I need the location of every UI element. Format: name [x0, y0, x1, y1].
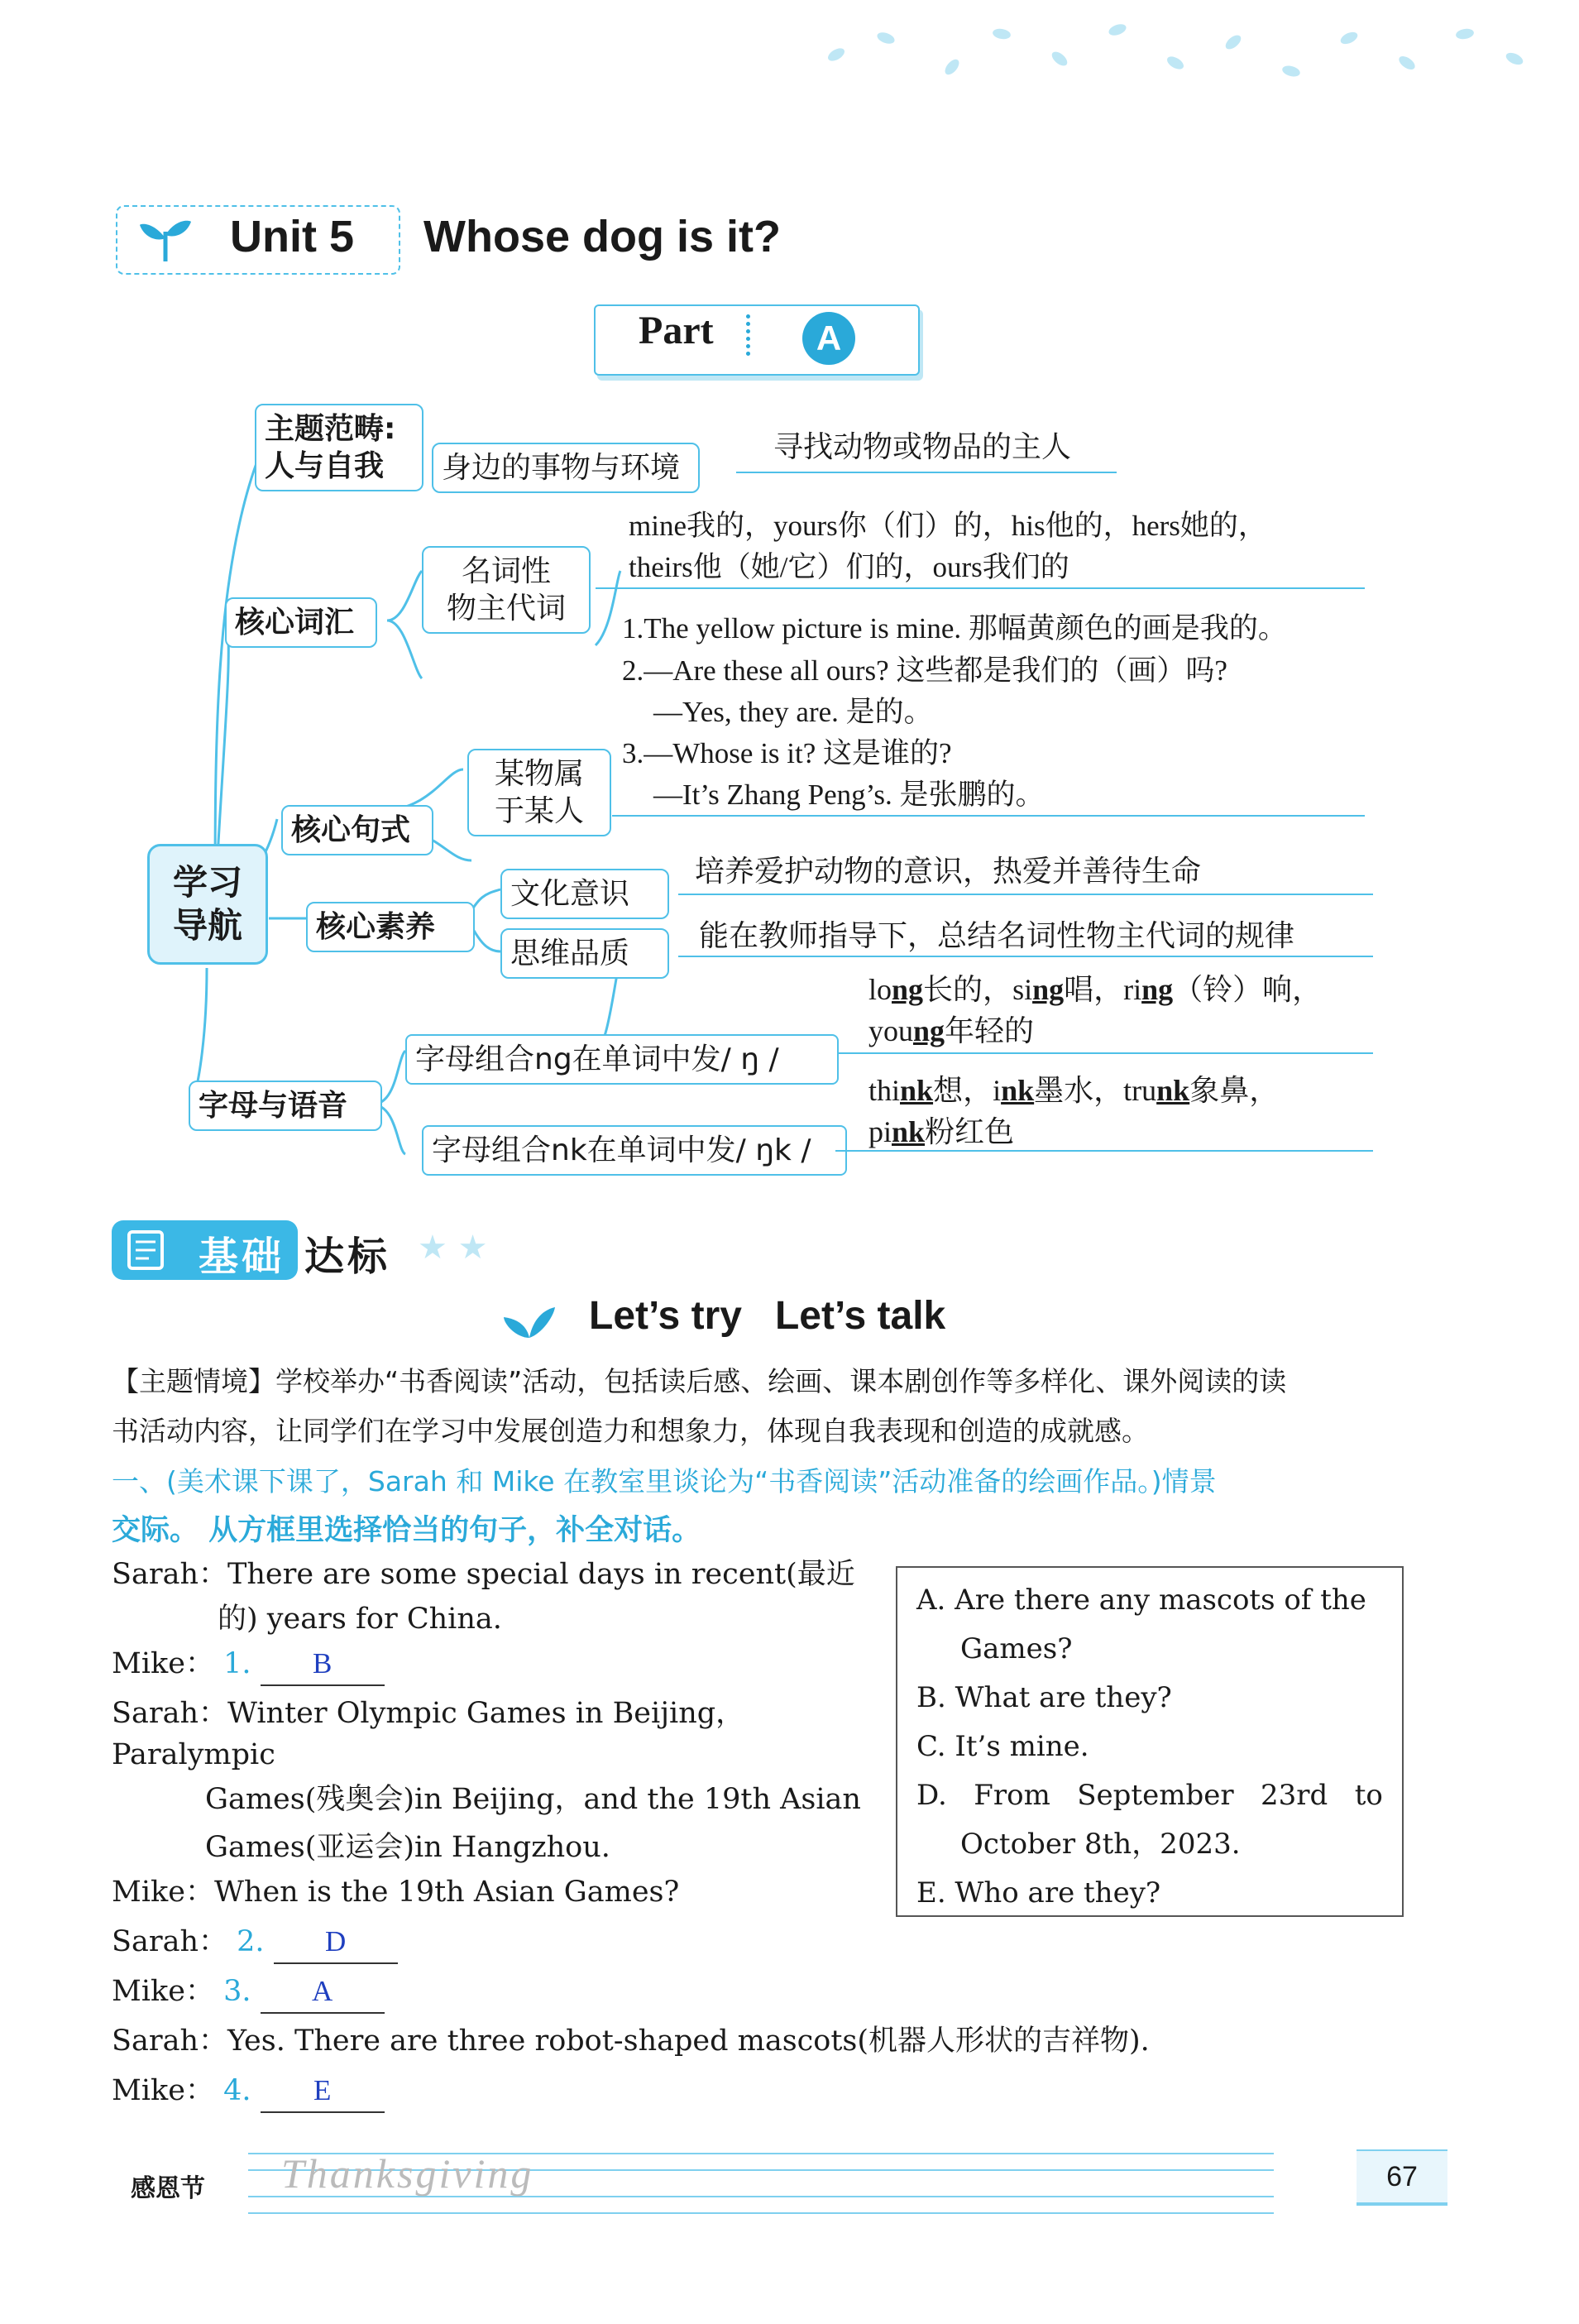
answer-blank-4[interactable]: E	[261, 2070, 385, 2113]
option-c: C. It’s mine.	[916, 1730, 1089, 1763]
literacy-leaf2: 能在教师指导下，总结名词性物主代词的规律	[699, 919, 1295, 953]
vocab-sub-node: 名词性 物主代词	[422, 546, 591, 634]
phonics-sub1-node: 字母组合ng在单词中发/ ŋ /	[405, 1034, 839, 1085]
dialogue-line-8: Mike： 4. E	[112, 2070, 873, 2120]
vocab-leaf-line2: theirs他（她/它）们的，ours我们的	[629, 551, 1069, 583]
theme-node: 主题范畴: 人与自我	[255, 404, 423, 491]
answer-blank-3[interactable]: A	[261, 1971, 385, 2014]
nk-words-underline	[835, 1150, 1373, 1152]
section-banner-title-part1: 基础	[199, 1234, 285, 1280]
literacy-leaf1-underline	[678, 894, 1373, 895]
sentence-node: 核心句式	[281, 805, 433, 855]
dialogue-line-6: Mike： 3. A	[112, 1971, 873, 2020]
sentence-line-1: 1.The yellow picture is mine. 那幅黄颜色的画是我的。	[622, 612, 1287, 644]
phonics-node: 字母与语音	[189, 1081, 382, 1131]
page-number: 67	[1357, 2149, 1447, 2206]
literacy-sub2-node: 思维品质	[500, 928, 669, 979]
sentence-line-5: —It’s Zhang Peng’s. 是张鹏的。	[653, 779, 1045, 811]
unit-title: Whose dog is it?	[423, 212, 781, 261]
theme-sub-node: 身边的事物与环境	[432, 443, 700, 493]
mindmap-root: 学习 导航	[147, 844, 268, 965]
literacy-node: 核心素养	[306, 902, 475, 952]
sentence-line-4: 3.—Whose is it? 这是谁的?	[622, 737, 952, 769]
option-a: A. Are there any mascots of the Games?	[916, 1584, 1366, 1665]
theme-leaf-underline	[736, 472, 1117, 473]
literacy-sub1-node: 文化意识	[500, 869, 669, 919]
lesson-leaf-icon	[500, 1301, 558, 1342]
context-text-line1: 学校举办“书香阅读”活动，包括读后感、绘画、课本剧创作等多样化、课外阅读的读	[275, 1365, 1287, 1397]
dialogue: Sarah：There are some special days in recent(最近 的) years for China. Mike： 1. B Sarah：Winter Olympic Games in Beijing，Paralympic Games(残奥会)in Beijing，and the 19th Asian Games(亚运会)in Hangzhou. Mike：When is the 19th Asian Games? Sarah： 2. D Mike： 3. A Sarah：Yes. There are three robot-shaped mascots(机器人形状的吉祥物). Mike： 4. E	[112, 1554, 873, 2120]
unit-label: Unit 5	[230, 212, 355, 261]
nk-words-line2: pink粉红色	[868, 1115, 1015, 1148]
literacy-leaf1: 培养爱护动物的意识，热爱并善待生命	[695, 855, 1202, 889]
context-label: 【主题情境】	[112, 1365, 275, 1397]
theme-leaf: 寻找动物或物品的主人	[773, 430, 1072, 464]
dialogue-line-2: Mike： 1. B	[112, 1643, 873, 1693]
nk-words-line1: think想，ink墨水，trunk象鼻，	[868, 1074, 1280, 1107]
ng-words-underline	[835, 1052, 1373, 1054]
answer-blank-1[interactable]: B	[261, 1643, 385, 1686]
dialogue-line-4: Mike：When is the 19th Asian Games?	[112, 1876, 680, 1909]
notebook-icon	[122, 1227, 170, 1273]
phonics-sub2-node: 字母组合nk在单词中发/ ŋk /	[422, 1125, 847, 1176]
sentence-line-2: 2.—Are these all ours? 这些都是我们的（画）吗?	[622, 654, 1227, 687]
ng-words-line1: long长的，sing唱，ring（铃）响，	[868, 973, 1323, 1006]
option-d: D. From September 23rd to October 8th，2023.	[916, 1779, 1383, 1861]
dialogue-line-7: Sarah：Yes. There are three robot-shaped mascots(机器人形状的吉祥物).	[112, 2025, 1150, 2058]
context-paragraph	[112, 1357, 1402, 1456]
options-list	[916, 1576, 1388, 1918]
sentence-line-3: —Yes, they are. 是的。	[653, 696, 933, 728]
part-label: Part	[639, 309, 714, 352]
context-text-line2: 书活动内容，让同学们在学习中发展创造力和想象力，体现自我表现和创造的成就感。	[112, 1415, 1149, 1447]
vocab-leaf-line1: mine我的，yours你（们）的，his他的，hers她的，	[629, 510, 1267, 542]
literacy-leaf2-underline	[678, 956, 1373, 957]
vocab-leaf-underline	[596, 587, 1365, 589]
footer-festival: 感恩节	[131, 2174, 205, 2203]
ng-words-line2: young年轻的	[868, 1014, 1035, 1047]
dialogue-line-3: Sarah：Winter Olympic Games in Beijing，Paralympic	[112, 1697, 745, 1771]
exercise-heading-line2: 交际。 从方框里选择恰当的句子，补全对话。	[112, 1514, 701, 1547]
section-banner-title-part2: 达标	[304, 1234, 391, 1280]
option-b: B. What are they?	[916, 1681, 1172, 1714]
exercise-heading-line1: 一、(美术课下课了，Sarah 和 Mike 在教室里谈论为“书香阅读”活动准备的绘画作品。)情景	[112, 1465, 1217, 1497]
option-e: E. Who are they?	[916, 1876, 1161, 1910]
dialogue-line-1: Sarah：There are some special days in recent(最近	[112, 1558, 855, 1591]
footer-handwriting: Thanksgiving	[281, 2150, 534, 2197]
section-stars: ★ ★	[418, 1229, 488, 1267]
sentence-sub-node: 某物属 于某人	[467, 749, 611, 836]
part-letter-badge: A	[802, 312, 855, 365]
sentence-underline	[612, 815, 1365, 817]
vocab-node: 核心词汇	[225, 597, 377, 648]
answer-blank-2[interactable]: D	[274, 1921, 398, 1964]
lesson-title: Let’s try Let’s talk	[589, 1294, 946, 1338]
dialogue-line-5: Sarah： 2. D	[112, 1921, 873, 1971]
